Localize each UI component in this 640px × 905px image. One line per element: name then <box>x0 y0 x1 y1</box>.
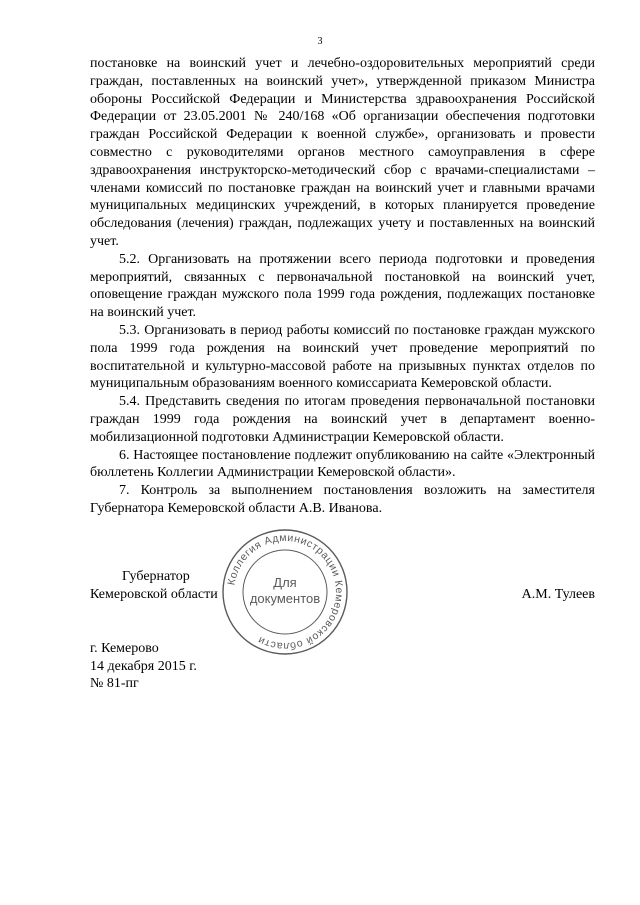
paragraph-5-3: 5.3. Организовать в период работы комиссий по постановке граждан мужского пола 1999 года рождения на воинский учет проведение мероприятий по воспитательной и культурно-массовой работе на призывных пунктах отделов по муниципальным образованиям военного комиссариата Кемеровской области. <box>90 322 595 392</box>
paragraph-5-4: 5.4. Представить сведения по итогам проведения первоначальной постановки граждан 1999 года рождения на воинский учет в департамент военно-мобилизационной подготовки Администрации Кемеровской области. <box>90 394 595 445</box>
stamp-center-line1: Для <box>273 575 297 590</box>
signatory-title: Губернатор <box>122 569 190 584</box>
document-number: № 81-пг <box>90 676 139 692</box>
signatory-region: Кемеровской области <box>90 587 218 602</box>
document-footer <box>90 640 197 693</box>
document-body <box>90 55 595 518</box>
stamp-ring-text: Коллегия Администрации Кемеровской области <box>225 531 346 653</box>
stamp-center-line2: документов <box>249 591 321 606</box>
paragraph-continuation: постановке на воинский учет и лечебно-оздоровительных мероприятий среди граждан, поставленных на воинский учет», утвержденной приказом Министра обороны Российской Федерации и Министерства здравоохранения Российской Федерации от 23.05.2001 № 240/168 «Об организации обеспечения подготовки граждан Российской Федерации к военной службе», организовать и провести совместно с руководителями органов местного самоуправления в сфере здравоохранения инструкторско-методический сбор с врачами-специалистами – членами комиссий по постановке граждан на воинский учет и главными врачами муниципальных медицинских учреждений, в которых планируется проведение обследования (лечения) граждан, подлежащих учету и поставленных на воинский учет. <box>90 56 595 249</box>
issue-date: 14 декабря 2015 г. <box>90 658 197 674</box>
signatory-name: А.М. Тулеев <box>521 587 595 602</box>
paragraph-6: 6. Настоящее постановление подлежит опубликованию на сайте «Электронный бюллетень Коллегии Администрации Кемеровской области». <box>90 447 595 481</box>
issue-city: г. Кемерово <box>90 641 159 656</box>
paragraph-5-2: 5.2. Организовать на протяжении всего периода подготовки и проведения мероприятий, связанных с первоначальной постановкой на воинский учет, оповещение граждан мужского пола 1999 года рождения, подлежащих постановке на воинский учет. <box>90 251 595 321</box>
page-number: 3 <box>317 36 323 47</box>
paragraph-7: 7. Контроль за выполнением постановления возложить на заместителя Губернатора Кемеровской области А.В. Иванова. <box>90 483 595 516</box>
official-stamp <box>220 527 350 657</box>
